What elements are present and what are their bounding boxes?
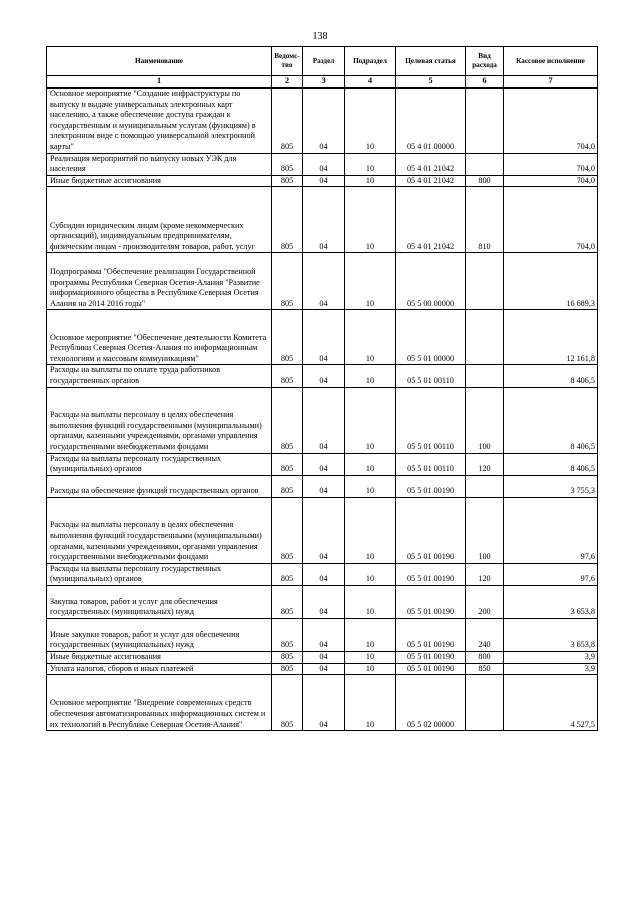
- table-row: [47, 618, 598, 651]
- row-expense-type: 100: [466, 387, 504, 453]
- header-department: Ведомс-тво: [272, 47, 303, 76]
- row-section: 04: [303, 618, 345, 651]
- row-name: Расходы на выплаты персоналу государственных (муниципальных) органов: [47, 453, 272, 475]
- row-section: 04: [303, 310, 345, 365]
- table-body: [47, 88, 598, 731]
- row-department: 805: [272, 585, 303, 618]
- row-name: Иные закупки товаров, работ и услуг для обеспечения государственных (муниципальных) нужд: [47, 618, 272, 651]
- row-cash-execution: 97,6: [504, 497, 598, 563]
- row-expense-type: 200: [466, 585, 504, 618]
- row-subsection: 10: [345, 153, 396, 175]
- row-target-item: 05 5 00 00000: [396, 253, 466, 310]
- row-expense-type: [466, 88, 504, 153]
- table-row: [47, 310, 598, 365]
- row-name: Расходы на обеспечение функций государственных органов: [47, 475, 272, 497]
- row-name: Расходы на выплаты персоналу государственных (муниципальных) органов: [47, 563, 272, 585]
- row-target-item: 05 4 01 00000: [396, 88, 466, 153]
- table-row: [47, 497, 598, 563]
- row-target-item: 05 5 01 00190: [396, 663, 466, 675]
- row-expense-type: 800: [466, 651, 504, 663]
- column-number: 5: [396, 76, 466, 89]
- row-target-item: 05 5 01 00190: [396, 563, 466, 585]
- row-subsection: 10: [345, 475, 396, 497]
- row-target-item: 05 5 01 00190: [396, 585, 466, 618]
- row-cash-execution: 3,9: [504, 663, 598, 675]
- row-cash-execution: 3,9: [504, 651, 598, 663]
- row-section: 04: [303, 563, 345, 585]
- row-target-item: 05 4 01 21042: [396, 153, 466, 175]
- row-department: 805: [272, 175, 303, 187]
- row-section: 04: [303, 387, 345, 453]
- row-cash-execution: 8 406,5: [504, 387, 598, 453]
- table-row: [47, 453, 598, 475]
- row-name: Закупка товаров, работ и услуг для обеспечения государственных (муниципальных) нужд: [47, 585, 272, 618]
- row-cash-execution: 704,0: [504, 187, 598, 253]
- row-subsection: 10: [345, 253, 396, 310]
- row-expense-type: [466, 253, 504, 310]
- header-name: Наименование: [47, 47, 272, 76]
- row-department: 805: [272, 153, 303, 175]
- row-subsection: 10: [345, 453, 396, 475]
- row-cash-execution: 12 161,8: [504, 310, 598, 365]
- row-expense-type: 810: [466, 187, 504, 253]
- row-expense-type: 850: [466, 663, 504, 675]
- row-expense-type: 120: [466, 563, 504, 585]
- row-cash-execution: 4 527,5: [504, 675, 598, 731]
- row-department: 805: [272, 663, 303, 675]
- column-number: 2: [272, 76, 303, 89]
- table-row: [47, 651, 598, 663]
- row-expense-type: 800: [466, 175, 504, 187]
- row-expense-type: [466, 310, 504, 365]
- row-section: 04: [303, 187, 345, 253]
- row-department: 805: [272, 651, 303, 663]
- row-department: 805: [272, 365, 303, 387]
- column-number-row: [47, 76, 598, 89]
- row-department: 805: [272, 497, 303, 563]
- row-cash-execution: 3 755,3: [504, 475, 598, 497]
- table-row: [47, 365, 598, 387]
- row-department: 805: [272, 453, 303, 475]
- row-name: Основное мероприятие "Создание инфраструктуры по выпуску и выдаче универсальных электронных карт населению, а также обеспечение доступа граждан к государственным и муниципальным услугам (функциям) в электронном виде с помощью универсальной электронной карты": [47, 88, 272, 153]
- column-number: 6: [466, 76, 504, 89]
- row-subsection: 10: [345, 563, 396, 585]
- row-department: 805: [272, 88, 303, 153]
- row-subsection: 10: [345, 365, 396, 387]
- row-subsection: 10: [345, 175, 396, 187]
- row-department: 805: [272, 387, 303, 453]
- page-number: 138: [312, 31, 328, 42]
- row-target-item: 05 5 01 00110: [396, 453, 466, 475]
- row-section: 04: [303, 675, 345, 731]
- table-row: [47, 387, 598, 453]
- row-cash-execution: 8 406,5: [504, 365, 598, 387]
- row-name: Иные бюджетные ассигнования: [47, 175, 272, 187]
- row-section: 04: [303, 153, 345, 175]
- row-name: Основное мероприятие "Обеспечение деятельности Комитета Республики Северная Осетия-Алания по информационным технологиям и массовым коммуникациям": [47, 310, 272, 365]
- table-row: [47, 175, 598, 187]
- row-target-item: 05 5 01 00000: [396, 310, 466, 365]
- row-target-item: 05 5 01 00190: [396, 475, 466, 497]
- budget-table: [46, 46, 598, 731]
- row-cash-execution: 8 406,5: [504, 453, 598, 475]
- table-row: [47, 585, 598, 618]
- row-cash-execution: 704,0: [504, 153, 598, 175]
- row-section: 04: [303, 475, 345, 497]
- row-name: Реализация мероприятий по выпуску новых УЭК для населения: [47, 153, 272, 175]
- row-subsection: 10: [345, 585, 396, 618]
- row-target-item: 05 4 01 21042: [396, 175, 466, 187]
- row-department: 805: [272, 563, 303, 585]
- row-subsection: 10: [345, 497, 396, 563]
- table-row: [47, 187, 598, 253]
- row-department: 805: [272, 187, 303, 253]
- row-target-item: 05 5 01 00190: [396, 618, 466, 651]
- table-row: [47, 88, 598, 153]
- row-name: Уплата налогов, сборов и иных платежей: [47, 663, 272, 675]
- row-subsection: 10: [345, 651, 396, 663]
- row-subsection: 10: [345, 675, 396, 731]
- row-section: 04: [303, 651, 345, 663]
- column-number: 7: [504, 76, 598, 89]
- row-name: Расходы на выплаты по оплате труда работников государственных органов: [47, 365, 272, 387]
- row-section: 04: [303, 663, 345, 675]
- row-section: 04: [303, 585, 345, 618]
- row-name: Основное мероприятие "Внедрение современных средств обеспечения автоматизированных информационных систем и их технологий в Республике Северная Осетия-Алания": [47, 675, 272, 731]
- header-row: [47, 47, 598, 76]
- row-target-item: 05 5 01 00190: [396, 497, 466, 563]
- row-section: 04: [303, 365, 345, 387]
- row-expense-type: [466, 365, 504, 387]
- row-subsection: 10: [345, 618, 396, 651]
- row-cash-execution: 16 689,3: [504, 253, 598, 310]
- header-expense-type: Вид расхода: [466, 47, 504, 76]
- row-name: Иные бюджетные ассигнования: [47, 651, 272, 663]
- row-department: 805: [272, 475, 303, 497]
- row-cash-execution: 704,0: [504, 88, 598, 153]
- row-expense-type: [466, 153, 504, 175]
- row-expense-type: [466, 675, 504, 731]
- row-expense-type: 240: [466, 618, 504, 651]
- header-section: Раздел: [303, 47, 345, 76]
- column-number: 4: [345, 76, 396, 89]
- row-department: 805: [272, 618, 303, 651]
- row-subsection: 10: [345, 663, 396, 675]
- row-target-item: 05 5 02 00000: [396, 675, 466, 731]
- row-section: 04: [303, 497, 345, 563]
- row-name: Расходы на выплаты персоналу в целях обеспечения выполнения функций государственными (муниципальными) органами, казенными учреждениями, органами управления государственными внебюджетными фондами: [47, 387, 272, 453]
- row-name: Подпрограмма "Обеспечение реализации Государственной программы Республики Северная Осетия-Алания "Развитие информационного общества в Республике Северная Осетия Алания на 2014 2016 годы": [47, 253, 272, 310]
- row-section: 04: [303, 88, 345, 153]
- row-subsection: 10: [345, 387, 396, 453]
- row-name: Субсидии юридическим лицам (кроме некоммерческих организаций), индивидуальным предпринимателям, физическим лицам - производителям товаров, работ, услуг: [47, 187, 272, 253]
- row-expense-type: 100: [466, 497, 504, 563]
- row-cash-execution: 3 653,8: [504, 618, 598, 651]
- row-subsection: 10: [345, 310, 396, 365]
- header-cash-execution: Кассовое исполнение: [504, 47, 598, 76]
- table-row: [47, 563, 598, 585]
- row-target-item: 05 5 01 00110: [396, 387, 466, 453]
- row-subsection: 10: [345, 187, 396, 253]
- row-target-item: 05 5 01 00110: [396, 365, 466, 387]
- header-target-item: Целевая статья: [396, 47, 466, 76]
- column-number: 1: [47, 76, 272, 89]
- column-number: 3: [303, 76, 345, 89]
- row-target-item: 05 4 01 21042: [396, 187, 466, 253]
- row-cash-execution: 97,6: [504, 563, 598, 585]
- row-section: 04: [303, 175, 345, 187]
- row-department: 805: [272, 675, 303, 731]
- table-row: [47, 253, 598, 310]
- row-department: 805: [272, 253, 303, 310]
- row-cash-execution: 3 653,8: [504, 585, 598, 618]
- row-department: 805: [272, 310, 303, 365]
- row-section: 04: [303, 253, 345, 310]
- row-subsection: 10: [345, 88, 396, 153]
- row-name: Расходы на выплаты персоналу в целях обеспечения выполнения функций государственными (муниципальными) органами, казенными учреждениями, органами управления государственными внебюджетными фондами: [47, 497, 272, 563]
- header-subsection: Подраздел: [345, 47, 396, 76]
- table-row: [47, 153, 598, 175]
- row-cash-execution: 704,0: [504, 175, 598, 187]
- row-target-item: 05 5 01 00190: [396, 651, 466, 663]
- row-expense-type: [466, 475, 504, 497]
- table-row: [47, 663, 598, 675]
- row-section: 04: [303, 453, 345, 475]
- table-row: [47, 475, 598, 497]
- table-row: [47, 675, 598, 731]
- row-expense-type: 120: [466, 453, 504, 475]
